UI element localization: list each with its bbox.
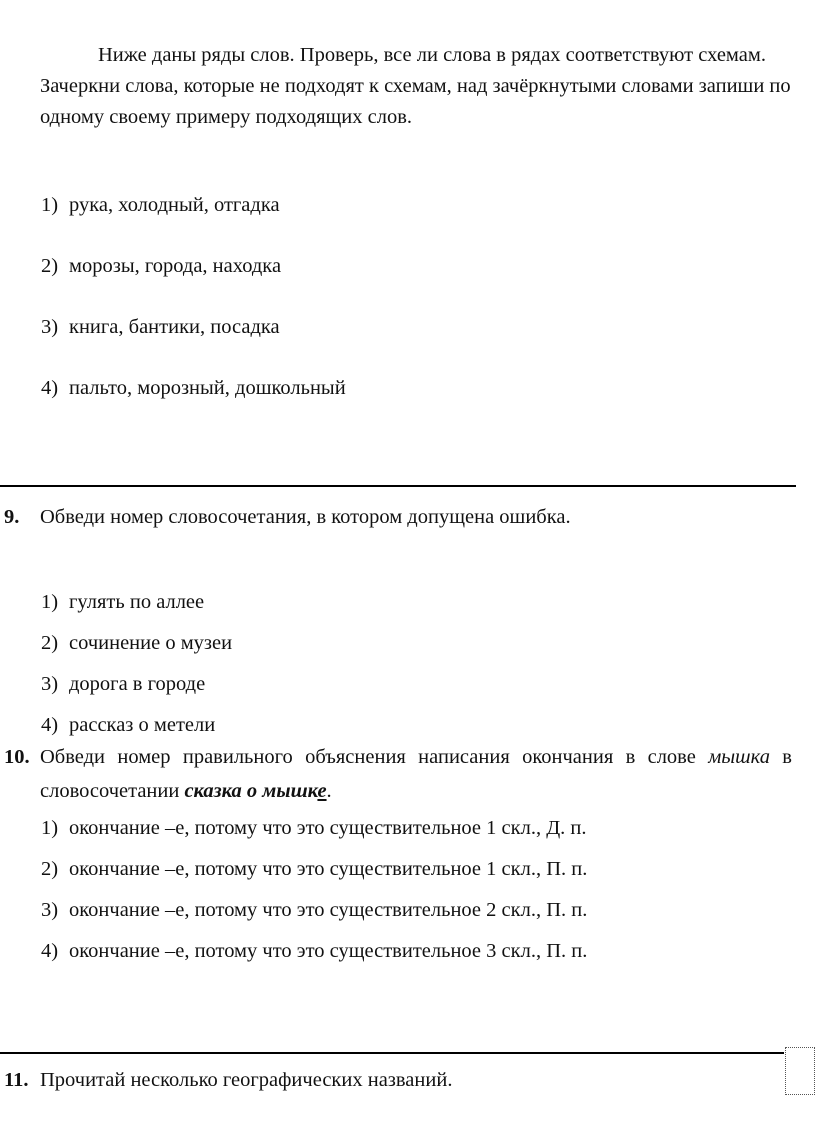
- row-words: пальто, морозный, дошкольный: [69, 377, 346, 399]
- option-number: 3): [41, 673, 59, 695]
- question-text: Обведи номер правильного объяснения написания окончания в слове: [40, 746, 709, 768]
- task8-row: [41, 377, 346, 400]
- section-divider: [0, 1052, 784, 1054]
- option-text: окончание –е, потому что это существительное 3 скл., П. п.: [69, 940, 588, 962]
- option-number: 4): [41, 714, 59, 736]
- task8-row: [41, 316, 280, 339]
- option-text: окончание –е, потому что это существительное 1 скл., П. п.: [69, 858, 588, 880]
- task9-option[interactable]: [41, 591, 204, 614]
- task11-question: Прочитай несколько географических названий.: [40, 1069, 453, 1091]
- row-number: 4): [41, 377, 59, 399]
- option-text: гулять по аллее: [69, 591, 205, 613]
- option-number: 2): [41, 858, 59, 880]
- task11-number: 11.: [4, 1069, 29, 1091]
- task9-option[interactable]: [41, 673, 205, 696]
- row-number: 3): [41, 316, 59, 338]
- question-text: .: [326, 780, 332, 802]
- answer-box[interactable]: [785, 1047, 815, 1095]
- task10-option[interactable]: [41, 858, 587, 881]
- task10-option[interactable]: [41, 817, 587, 840]
- option-number: 1): [41, 591, 59, 613]
- option-text: окончание –е, потому что это существительное 2 скл., П. п.: [69, 899, 588, 921]
- option-number: 4): [41, 940, 59, 962]
- task9-question: Обведи номер словосочетания, в котором допущена ошибка.: [40, 506, 571, 528]
- row-number: 2): [41, 255, 59, 277]
- target-phrase: сказка о мышк: [184, 780, 318, 802]
- task9-option[interactable]: [41, 714, 215, 737]
- row-words: книга, бантики, посадка: [69, 316, 280, 338]
- task10-number: 10.: [4, 746, 30, 768]
- option-number: 3): [41, 899, 59, 921]
- task8-row: [41, 255, 281, 278]
- task9-number: 9.: [4, 506, 20, 528]
- option-text: дорога в городе: [69, 673, 206, 695]
- task8-row: [41, 194, 280, 217]
- row-words: рука, холодный, отгадка: [69, 194, 280, 216]
- option-text: рассказ о метели: [69, 714, 216, 736]
- target-ending: е: [317, 780, 327, 802]
- task10-option[interactable]: [41, 899, 587, 922]
- task9-option[interactable]: [41, 632, 232, 655]
- target-word: мышка: [708, 746, 770, 768]
- row-number: 1): [41, 194, 59, 216]
- row-words: морозы, города, находка: [69, 255, 282, 277]
- task8-instruction: Ниже даны ряды слов. Проверь, все ли слова в рядах соответствуют схемам. Зачеркни слова, которые не подходят к схемам, над зачёркнутыми словами запиши по одному своему примеру подходящих слов.: [40, 44, 791, 128]
- task10-question: [40, 740, 792, 808]
- option-text: сочинение о музеи: [69, 632, 233, 654]
- section-divider: [0, 485, 796, 487]
- option-number: 1): [41, 817, 59, 839]
- option-number: 2): [41, 632, 59, 654]
- question-text: в словосочетании: [40, 746, 792, 802]
- task10-option[interactable]: [41, 940, 587, 963]
- option-text: окончание –е, потому что это существительное 1 скл., Д. п.: [69, 817, 587, 839]
